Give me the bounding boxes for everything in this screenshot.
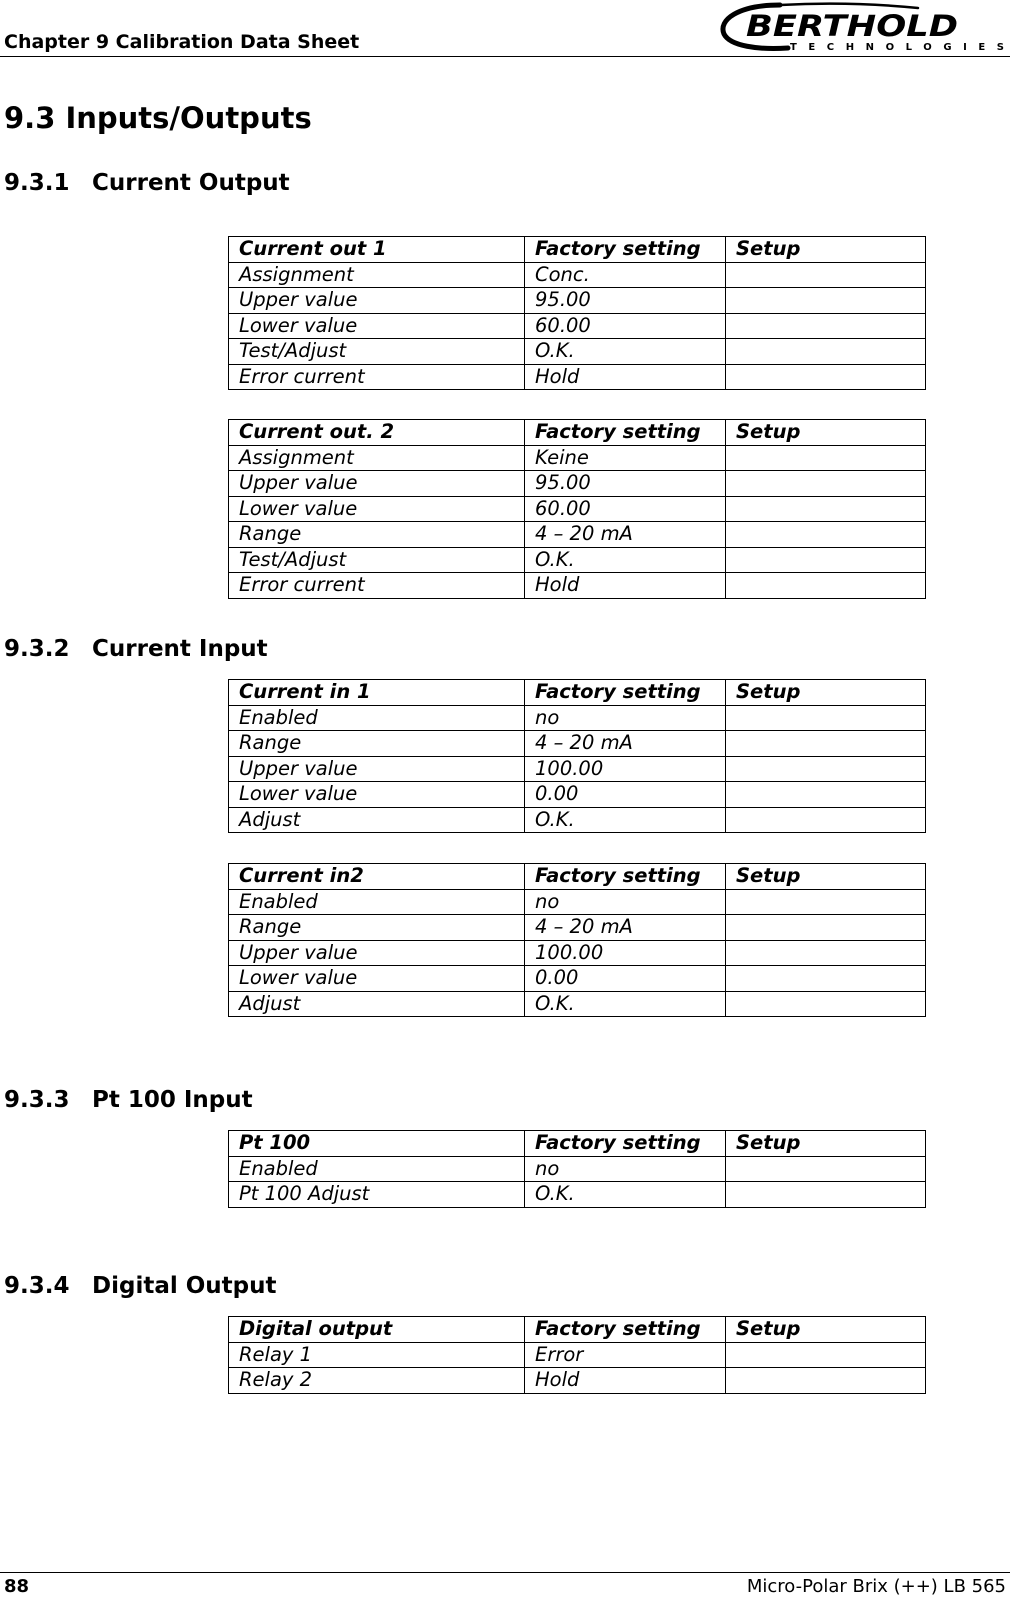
setup-cell[interactable] [726,313,926,339]
parameter-cell: Adjust [229,991,525,1017]
setup-cell[interactable] [726,522,926,548]
parameter-cell: Upper value [229,288,525,314]
parameter-cell: Assignment [229,445,525,471]
header-cell: Factory setting [525,680,726,706]
subsection-number: 9.3.2 [4,636,70,662]
setup-cell[interactable] [726,339,926,365]
setup-cell[interactable] [726,966,926,992]
parameter-cell: Adjust [229,807,525,833]
footer-product-name: Micro-Polar Brix (++) LB 565 [746,1576,1006,1597]
header-cell: Factory setting [525,864,726,890]
header-cell: Current in2 [229,864,525,890]
header-cell: Current out 1 [229,237,525,263]
table-row [229,1182,926,1208]
setup-cell[interactable] [726,1342,926,1368]
factory-setting-cell: O.K. [525,807,726,833]
setup-cell[interactable] [726,731,926,757]
factory-setting-cell: Error [525,1342,726,1368]
parameter-cell: Pt 100 Adjust [229,1182,525,1208]
table-row [229,756,926,782]
factory-setting-cell: no [525,1156,726,1182]
header-cell: Current out. 2 [229,420,525,446]
header-cell: Setup [726,1317,926,1343]
subsection-number: 9.3.3 [4,1087,70,1113]
parameter-cell: Enabled [229,705,525,731]
page-number: 88 [4,1576,30,1597]
parameter-cell: Relay 2 [229,1368,525,1394]
setup-cell[interactable] [726,471,926,497]
table-row [229,991,926,1017]
factory-setting-cell: O.K. [525,1182,726,1208]
header-cell: Setup [726,237,926,263]
setup-cell[interactable] [726,756,926,782]
header-cell: Pt 100 [229,1131,525,1157]
chapter-title: Chapter 9 Calibration Data Sheet [4,31,360,53]
parameter-cell: Error current [229,364,525,390]
current-out-1-table [228,236,926,390]
factory-setting-cell: Keine [525,445,726,471]
setup-cell[interactable] [726,496,926,522]
table-row [229,547,926,573]
parameter-cell: Upper value [229,940,525,966]
subsection-number: 9.3.1 [4,170,70,196]
table-header-row [229,864,926,890]
setup-cell[interactable] [726,573,926,599]
parameter-cell: Lower value [229,313,525,339]
table-row [229,313,926,339]
table-header-row [229,1317,926,1343]
setup-cell[interactable] [726,547,926,573]
setup-cell[interactable] [726,1182,926,1208]
setup-cell[interactable] [726,705,926,731]
header-cell: Current in 1 [229,680,525,706]
factory-setting-cell: 4 – 20 mA [525,522,726,548]
table-row [229,940,926,966]
setup-cell[interactable] [726,782,926,808]
table-row [229,1368,926,1394]
parameter-cell: Relay 1 [229,1342,525,1368]
footer-rule [0,1572,1010,1573]
header-cell: Setup [726,864,926,890]
setup-cell[interactable] [726,445,926,471]
factory-setting-cell: Hold [525,364,726,390]
header-rule [0,56,1010,57]
factory-setting-cell: 100.00 [525,940,726,966]
setup-cell[interactable] [726,288,926,314]
subsection-heading-digital-output [4,1273,276,1299]
setup-cell[interactable] [726,262,926,288]
header-cell: Setup [726,1131,926,1157]
table-row [229,705,926,731]
table-row [229,471,926,497]
parameter-cell: Upper value [229,756,525,782]
factory-setting-cell: 100.00 [525,756,726,782]
header-cell: Factory setting [525,1317,726,1343]
page-header [0,0,1010,58]
parameter-cell: Error current [229,573,525,599]
factory-setting-cell: 95.00 [525,471,726,497]
logo-subtext: TECHNOLOGIES [790,42,1004,53]
table-header-row [229,237,926,263]
table-row [229,731,926,757]
factory-setting-cell: 0.00 [525,966,726,992]
subsection-number: 9.3.4 [4,1273,70,1299]
parameter-cell: Enabled [229,1156,525,1182]
subsection-title: Pt 100 Input [92,1087,253,1113]
logo-text: BERTHOLD [746,9,958,43]
parameter-cell: Lower value [229,496,525,522]
setup-cell[interactable] [726,807,926,833]
factory-setting-cell: 60.00 [525,496,726,522]
table-row [229,262,926,288]
factory-setting-cell: no [525,705,726,731]
table-row [229,782,926,808]
setup-cell[interactable] [726,991,926,1017]
factory-setting-cell: 95.00 [525,288,726,314]
table-row [229,445,926,471]
header-cell: Factory setting [525,1131,726,1157]
factory-setting-cell: 60.00 [525,313,726,339]
current-in-2-table [228,863,926,1017]
parameter-cell: Lower value [229,782,525,808]
page-footer [0,1572,1010,1599]
setup-cell[interactable] [726,915,926,941]
setup-cell[interactable] [726,1368,926,1394]
setup-cell[interactable] [726,889,926,915]
table-header-row [229,680,926,706]
table-row [229,496,926,522]
header-cell: Setup [726,680,926,706]
parameter-cell: Test/Adjust [229,547,525,573]
factory-setting-cell: 4 – 20 mA [525,915,726,941]
current-out-2-table [228,419,926,599]
factory-setting-cell: Hold [525,1368,726,1394]
table-row [229,1156,926,1182]
parameter-cell: Range [229,915,525,941]
factory-setting-cell: Hold [525,573,726,599]
setup-cell[interactable] [726,940,926,966]
subsection-heading-current-output [4,170,290,196]
header-cell: Factory setting [525,420,726,446]
table-row [229,889,926,915]
subsection-heading-current-input [4,636,268,662]
section-title: 9.3 Inputs/Outputs [4,101,312,135]
factory-setting-cell: Conc. [525,262,726,288]
table-header-row [229,1131,926,1157]
parameter-cell: Range [229,731,525,757]
subsection-title: Current Output [92,170,290,196]
digital-output-table [228,1316,926,1394]
pt100-table [228,1130,926,1208]
setup-cell[interactable] [726,1156,926,1182]
table-row [229,966,926,992]
table-row [229,573,926,599]
table-row [229,1342,926,1368]
subsection-heading-pt100-input [4,1087,253,1113]
setup-cell[interactable] [726,364,926,390]
table-row [229,364,926,390]
parameter-cell: Test/Adjust [229,339,525,365]
subsection-title: Digital Output [92,1273,277,1299]
parameter-cell: Range [229,522,525,548]
factory-setting-cell: no [525,889,726,915]
table-row [229,915,926,941]
current-in-1-table [228,679,926,833]
table-row [229,288,926,314]
table-header-row [229,420,926,446]
parameter-cell: Lower value [229,966,525,992]
table-row [229,807,926,833]
factory-setting-cell: O.K. [525,547,726,573]
parameter-cell: Enabled [229,889,525,915]
factory-setting-cell: O.K. [525,339,726,365]
factory-setting-cell: O.K. [525,991,726,1017]
table-row [229,339,926,365]
factory-setting-cell: 4 – 20 mA [525,731,726,757]
header-cell: Setup [726,420,926,446]
header-cell: Factory setting [525,237,726,263]
header-cell: Digital output [229,1317,525,1343]
berthold-logo [718,0,1010,54]
parameter-cell: Assignment [229,262,525,288]
factory-setting-cell: 0.00 [525,782,726,808]
subsection-title: Current Input [92,636,268,662]
parameter-cell: Upper value [229,471,525,497]
table-row [229,522,926,548]
